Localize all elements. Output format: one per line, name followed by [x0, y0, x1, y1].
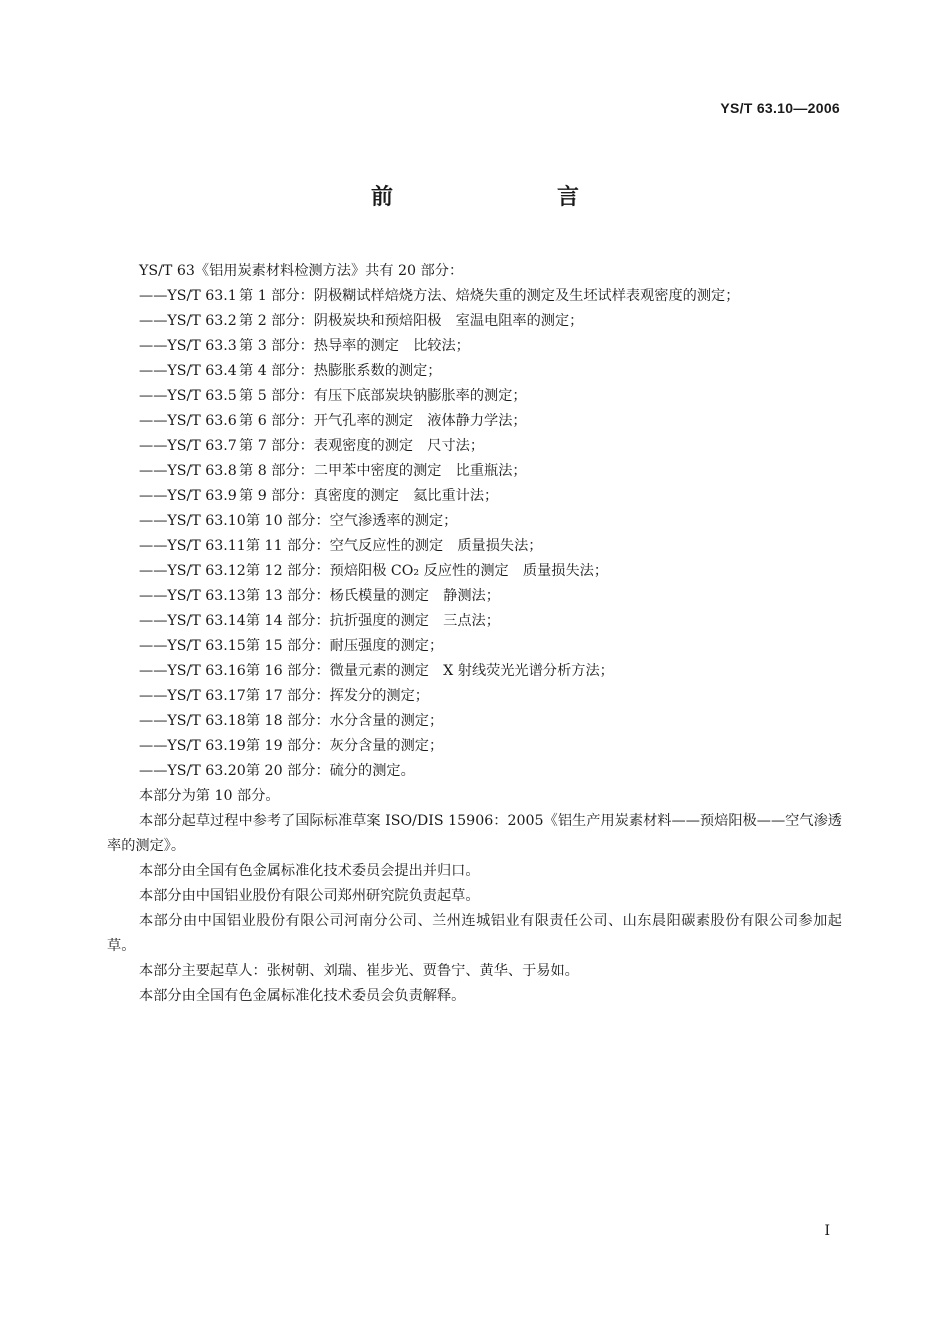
list-item — [107, 759, 842, 784]
part-code: ——YS/T 63.6 — [139, 413, 237, 429]
paragraph: 本部分由中国铝业股份有限公司郑州研究院负责起草。 — [139, 888, 480, 904]
parts-list — [107, 284, 842, 784]
part-description: 第 2 部分：阴极炭块和预焙阳极 室温电阻率的测定； — [239, 313, 584, 329]
page-title: 前 言 — [370, 185, 619, 210]
part-description: 第 19 部分：灰分含量的测定； — [245, 738, 444, 754]
part-code: ——YS/T 63.17 — [139, 688, 246, 704]
list-item — [107, 484, 842, 509]
paragraphs — [107, 784, 842, 1009]
standard-code: YS/T 63.10—2006 — [720, 100, 840, 116]
part-code: ——YS/T 63.15 — [139, 638, 246, 654]
part-code: ——YS/T 63.3 — [139, 338, 237, 354]
part-code: ——YS/T 63.14 — [139, 613, 246, 629]
paragraph: 本部分由全国有色金属标准化技术委员会负责解释。 — [139, 988, 466, 1004]
intro-text: YS/T 63《铝用炭素材料检测方法》共有 20 部分： — [139, 263, 464, 279]
part-description: 第 13 部分：杨氏模量的测定 静测法； — [245, 588, 500, 604]
list-item — [107, 584, 842, 609]
part-code: ——YS/T 63.12 — [139, 563, 246, 579]
part-description: 第 7 部分：表观密度的测定 尺寸法； — [239, 438, 485, 454]
part-description: 第 20 部分：硫分的测定。 — [245, 763, 415, 779]
list-item — [107, 734, 842, 759]
part-description: 第 5 部分：有压下底部炭块钠膨胀率的测定； — [239, 388, 527, 404]
list-item — [107, 434, 842, 459]
list-item — [107, 334, 842, 359]
list-item — [107, 659, 842, 684]
list-item — [107, 359, 842, 384]
part-code: ——YS/T 63.4 — [139, 363, 237, 379]
paragraph: 本部分起草过程中参考了国际标准草案 ISO/DIS 15906：2005《铝生产用炭素材料——预焙阳极——空气渗透率的测定》。 — [107, 813, 842, 854]
list-item — [107, 509, 842, 534]
part-code: ——YS/T 63.2 — [139, 313, 237, 329]
list-item — [107, 409, 842, 434]
part-code: ——YS/T 63.10 — [139, 513, 246, 529]
list-item — [107, 534, 842, 559]
part-code: ——YS/T 63.13 — [139, 588, 246, 604]
part-description: 第 16 部分：微量元素的测定 X 射线荧光光谱分析方法； — [245, 663, 614, 679]
list-item — [107, 559, 842, 584]
list-item — [107, 609, 842, 634]
part-description: 第 3 部分：热导率的测定 比较法； — [239, 338, 470, 354]
document-body — [107, 259, 842, 1009]
part-description: 第 12 部分：预焙阳极 CO₂ 反应性的测定 质量损失法； — [245, 563, 609, 579]
list-item — [107, 459, 842, 484]
list-item — [107, 709, 842, 734]
page-number: I — [824, 1223, 830, 1239]
list-item — [107, 684, 842, 709]
list-item — [107, 309, 842, 334]
part-description: 第 10 部分：空气渗透率的测定； — [245, 513, 458, 529]
part-code: ——YS/T 63.11 — [139, 538, 246, 554]
part-description: 第 15 部分：耐压强度的测定； — [245, 638, 444, 654]
part-description: 第 18 部分：水分含量的测定； — [245, 713, 444, 729]
paragraph: 本部分为第 10 部分。 — [139, 788, 280, 804]
part-code: ——YS/T 63.20 — [139, 763, 246, 779]
part-description: 第 6 部分：开气孔率的测定 液体静力学法； — [239, 413, 527, 429]
paragraph: 本部分由全国有色金属标准化技术委员会提出并归口。 — [139, 863, 480, 879]
part-code: ——YS/T 63.16 — [139, 663, 246, 679]
list-item — [107, 384, 842, 409]
paragraph: 本部分由中国铝业股份有限公司河南分公司、兰州连城铝业有限责任公司、山东晨阳碳素股份有限公司参加起草。 — [107, 913, 842, 954]
part-code: ——YS/T 63.5 — [139, 388, 237, 404]
part-code: ——YS/T 63.19 — [139, 738, 246, 754]
part-description: 第 11 部分：空气反应性的测定 质量损失法； — [245, 538, 543, 554]
part-description: 第 1 部分：阴极糊试样焙烧方法、焙烧失重的测定及生坯试样表观密度的测定； — [239, 288, 740, 304]
list-item — [107, 284, 842, 309]
part-description: 第 4 部分：热膨胀系数的测定； — [239, 363, 442, 379]
part-code: ——YS/T 63.8 — [139, 463, 237, 479]
part-description: 第 14 部分：抗折强度的测定 三点法； — [245, 613, 500, 629]
list-item — [107, 634, 842, 659]
part-description: 第 17 部分：挥发分的测定； — [245, 688, 429, 704]
part-code: ——YS/T 63.9 — [139, 488, 237, 504]
part-description: 第 9 部分：真密度的测定 氦比重计法； — [239, 488, 499, 504]
part-description: 第 8 部分：二甲苯中密度的测定 比重瓶法； — [239, 463, 527, 479]
part-code: ——YS/T 63.18 — [139, 713, 246, 729]
paragraph: 本部分主要起草人：张树朝、刘瑞、崔步光、贾鲁宁、黄华、于易如。 — [139, 963, 579, 979]
part-code: ——YS/T 63.7 — [139, 438, 237, 454]
part-code: ——YS/T 63.1 — [139, 288, 237, 304]
